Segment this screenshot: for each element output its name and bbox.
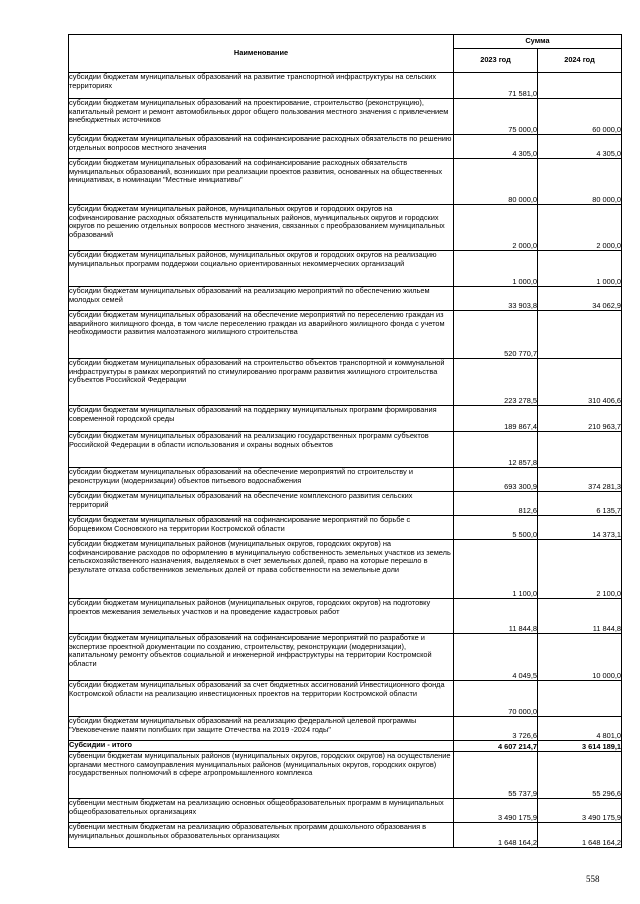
table-row — [69, 492, 622, 516]
row-value-2024: 210 963,7 — [538, 406, 622, 432]
row-name: Субсидии - итого — [69, 741, 454, 752]
row-value-2023: 55 737,9 — [454, 752, 538, 799]
table-row — [69, 99, 622, 135]
row-name: субсидии бюджетам муниципальных районов (муниципальных округов, городских округов) на подготовку проектов межевания земельных участков и на проведение кадастровых работ — [69, 599, 454, 634]
row-value-2023: 11 844,8 — [454, 599, 538, 634]
table-row — [69, 516, 622, 540]
row-name: субсидии бюджетам муниципальных районов (муниципальных округов, городских округов) на софинансирование расходов по оформлению в муниципальную собственность земельных участков из земель сельскохозяйственного назначения, выделяемых в счет земельных долей, право на которые перешло в результате отказа собственников земельных долей от права собственности на земельные доли — [69, 540, 454, 599]
row-value-2023: 1 000,0 — [454, 251, 538, 287]
row-value-2023: 71 581,0 — [454, 73, 538, 99]
row-value-2024 — [538, 432, 622, 468]
row-value-2024: 11 844,8 — [538, 599, 622, 634]
row-value-2024: 55 296,6 — [538, 752, 622, 799]
table-row — [69, 681, 622, 717]
table-row — [69, 406, 622, 432]
table-row — [69, 799, 622, 823]
row-name: субсидии бюджетам муниципальных образований на софинансирование расходных обязательств муниципальных образований, возникших при реализации проектов развития, основанных на общественных инициативах, в номинации "Местные инициативы" — [69, 159, 454, 205]
table-row — [69, 135, 622, 159]
row-value-2024: 34 062,9 — [538, 287, 622, 311]
row-name: субсидии бюджетам муниципальных образований за счет бюджетных ассигнований Инвестиционного фонда Костромской области на реализацию инвестиционных проектов на территории Костромской области — [69, 681, 454, 717]
row-value-2023: 4 607 214,7 — [454, 741, 538, 752]
row-name: субвенции местным бюджетам на реализацию основных общеобразовательных программ в муниципальных общеобразовательных организациях — [69, 799, 454, 823]
header-2024: 2024 год — [538, 49, 622, 73]
table-body — [69, 73, 622, 848]
row-value-2024: 14 373,1 — [538, 516, 622, 540]
table-row — [69, 251, 622, 287]
row-name: субсидии бюджетам муниципальных образований на проектирование, строительство (реконструкцию), капитальный ремонт и ремонт автомобильных дорог общего пользования местного значения с привлечением внебюджетных источников — [69, 99, 454, 135]
table-row — [69, 432, 622, 468]
row-value-2023: 3 490 175,9 — [454, 799, 538, 823]
row-name: субсидии бюджетам муниципальных районов, муниципальных округов и городских округов на софинансирование расходных обязательств муниципальных районов, муниципальных округов и городских округов по решению отдельных вопросов местного значения, связанных с преобразованием муниципальных образований — [69, 205, 454, 251]
row-value-2023: 520 770,7 — [454, 311, 538, 359]
row-value-2024: 3 490 175,9 — [538, 799, 622, 823]
row-value-2024 — [538, 681, 622, 717]
row-name: субсидии бюджетам муниципальных образований на обеспечение мероприятий по строительству и реконструкции (модернизации) объектов питьевого водоснабжения — [69, 468, 454, 492]
budget-table — [68, 34, 622, 848]
table-row — [69, 287, 622, 311]
row-name: субсидии бюджетам муниципальных образований на обеспечение комплексного развития сельских территорий — [69, 492, 454, 516]
row-name: субсидии бюджетам муниципальных образований на софинансирование мероприятий по борьбе с борщевиком Сосновского на территории Костромской области — [69, 516, 454, 540]
row-name: субсидии бюджетам муниципальных образований на строительство объектов транспортной и коммунальной инфраструктуры в рамках мероприятий по стимулированию программ развития жилищного строительства субъектов Российской Федерации — [69, 359, 454, 406]
row-value-2023: 75 000,0 — [454, 99, 538, 135]
row-name: субсидии бюджетам муниципальных образований на софинансирование мероприятий по разработке и экспертизе проектной документации по созданию, строительству, реконструкции (модернизации), капитальному ремонту объектов социальной и инженерной инфраструктуры на территории Костромской области — [69, 634, 454, 681]
table-row — [69, 823, 622, 848]
table-row — [69, 311, 622, 359]
row-value-2023: 1 648 164,2 — [454, 823, 538, 848]
row-value-2024: 2 100,0 — [538, 540, 622, 599]
row-name: субсидии бюджетам муниципальных образований на реализацию мероприятий по обеспечению жильем молодых семей — [69, 287, 454, 311]
row-value-2023: 1 100,0 — [454, 540, 538, 599]
row-value-2023: 80 000,0 — [454, 159, 538, 205]
row-name: субвенции местным бюджетам на реализацию образовательных программ дошкольного образования в муниципальных дошкольных образовательных организациях — [69, 823, 454, 848]
table-row — [69, 634, 622, 681]
row-value-2024 — [538, 73, 622, 99]
row-value-2024: 6 135,7 — [538, 492, 622, 516]
row-name: субсидии бюджетам муниципальных образований на реализацию федеральной целевой программы "Увековечение памяти погибших при защите Отечества на 2019 -2024 годы" — [69, 717, 454, 741]
row-value-2023: 189 867,4 — [454, 406, 538, 432]
header-name: Наименование — [69, 35, 454, 73]
table-row — [69, 73, 622, 99]
row-value-2024: 310 406,6 — [538, 359, 622, 406]
row-value-2024: 2 000,0 — [538, 205, 622, 251]
row-value-2023: 693 300,9 — [454, 468, 538, 492]
row-value-2023: 223 278,5 — [454, 359, 538, 406]
row-value-2023: 2 000,0 — [454, 205, 538, 251]
header-sum: Сумма — [454, 35, 622, 49]
row-value-2023: 3 726,6 — [454, 717, 538, 741]
row-value-2023: 4 049,5 — [454, 634, 538, 681]
table-row — [69, 159, 622, 205]
row-value-2024: 1 648 164,2 — [538, 823, 622, 848]
page-number: 558 — [586, 874, 600, 884]
row-value-2024: 4 801,0 — [538, 717, 622, 741]
table-row — [69, 717, 622, 741]
row-value-2023: 33 903,8 — [454, 287, 538, 311]
header-2023: 2023 год — [454, 49, 538, 73]
row-value-2024 — [538, 311, 622, 359]
row-name: субвенции бюджетам муниципальных районов (муниципальных округов, городских округов) на осуществление органами местного самоуправления муниципальных районов (муниципальных округов, городских округов) государственных полномочий в сфере агропромышленного комплекса — [69, 752, 454, 799]
row-value-2024: 60 000,0 — [538, 99, 622, 135]
table-row — [69, 468, 622, 492]
row-value-2024: 374 281,3 — [538, 468, 622, 492]
row-name: субсидии бюджетам муниципальных образований на поддержку муниципальных программ формирования современной городской среды — [69, 406, 454, 432]
row-value-2024: 1 000,0 — [538, 251, 622, 287]
row-value-2023: 12 857,8 — [454, 432, 538, 468]
row-name: субсидии бюджетам муниципальных образований на софинансирование расходных обязательств по решению отдельных вопросов местного значения — [69, 135, 454, 159]
row-name: субсидии бюджетам муниципальных районов, муниципальных округов и городских округов на реализацию муниципальных программ поддержки социально ориентированных некоммерческих организаций — [69, 251, 454, 287]
table-row — [69, 359, 622, 406]
row-value-2024: 10 000,0 — [538, 634, 622, 681]
row-value-2023: 812,6 — [454, 492, 538, 516]
table-row — [69, 752, 622, 799]
row-value-2023: 70 000,0 — [454, 681, 538, 717]
table-row — [69, 599, 622, 634]
row-value-2024: 4 305,0 — [538, 135, 622, 159]
row-name: субсидии бюджетам муниципальных образований на обеспечение мероприятий по переселению граждан из аварийного жилищного фонда, в том числе переселению граждан из аварийного жилищного фонда с учетом необходимости развития малоэтажного жилищного строительства — [69, 311, 454, 359]
row-value-2023: 5 500,0 — [454, 516, 538, 540]
total-row — [69, 741, 622, 752]
row-value-2024: 3 614 189,1 — [538, 741, 622, 752]
row-value-2023: 4 305,0 — [454, 135, 538, 159]
row-name: субсидии бюджетам муниципальных образований на развитие транспортной инфраструктуры на сельских территориях — [69, 73, 454, 99]
table-row — [69, 205, 622, 251]
table-row — [69, 540, 622, 599]
row-name: субсидии бюджетам муниципальных образований на реализацию государственных программ субъектов Российской Федерации в области использования и охраны водных объектов — [69, 432, 454, 468]
row-value-2024: 80 000,0 — [538, 159, 622, 205]
